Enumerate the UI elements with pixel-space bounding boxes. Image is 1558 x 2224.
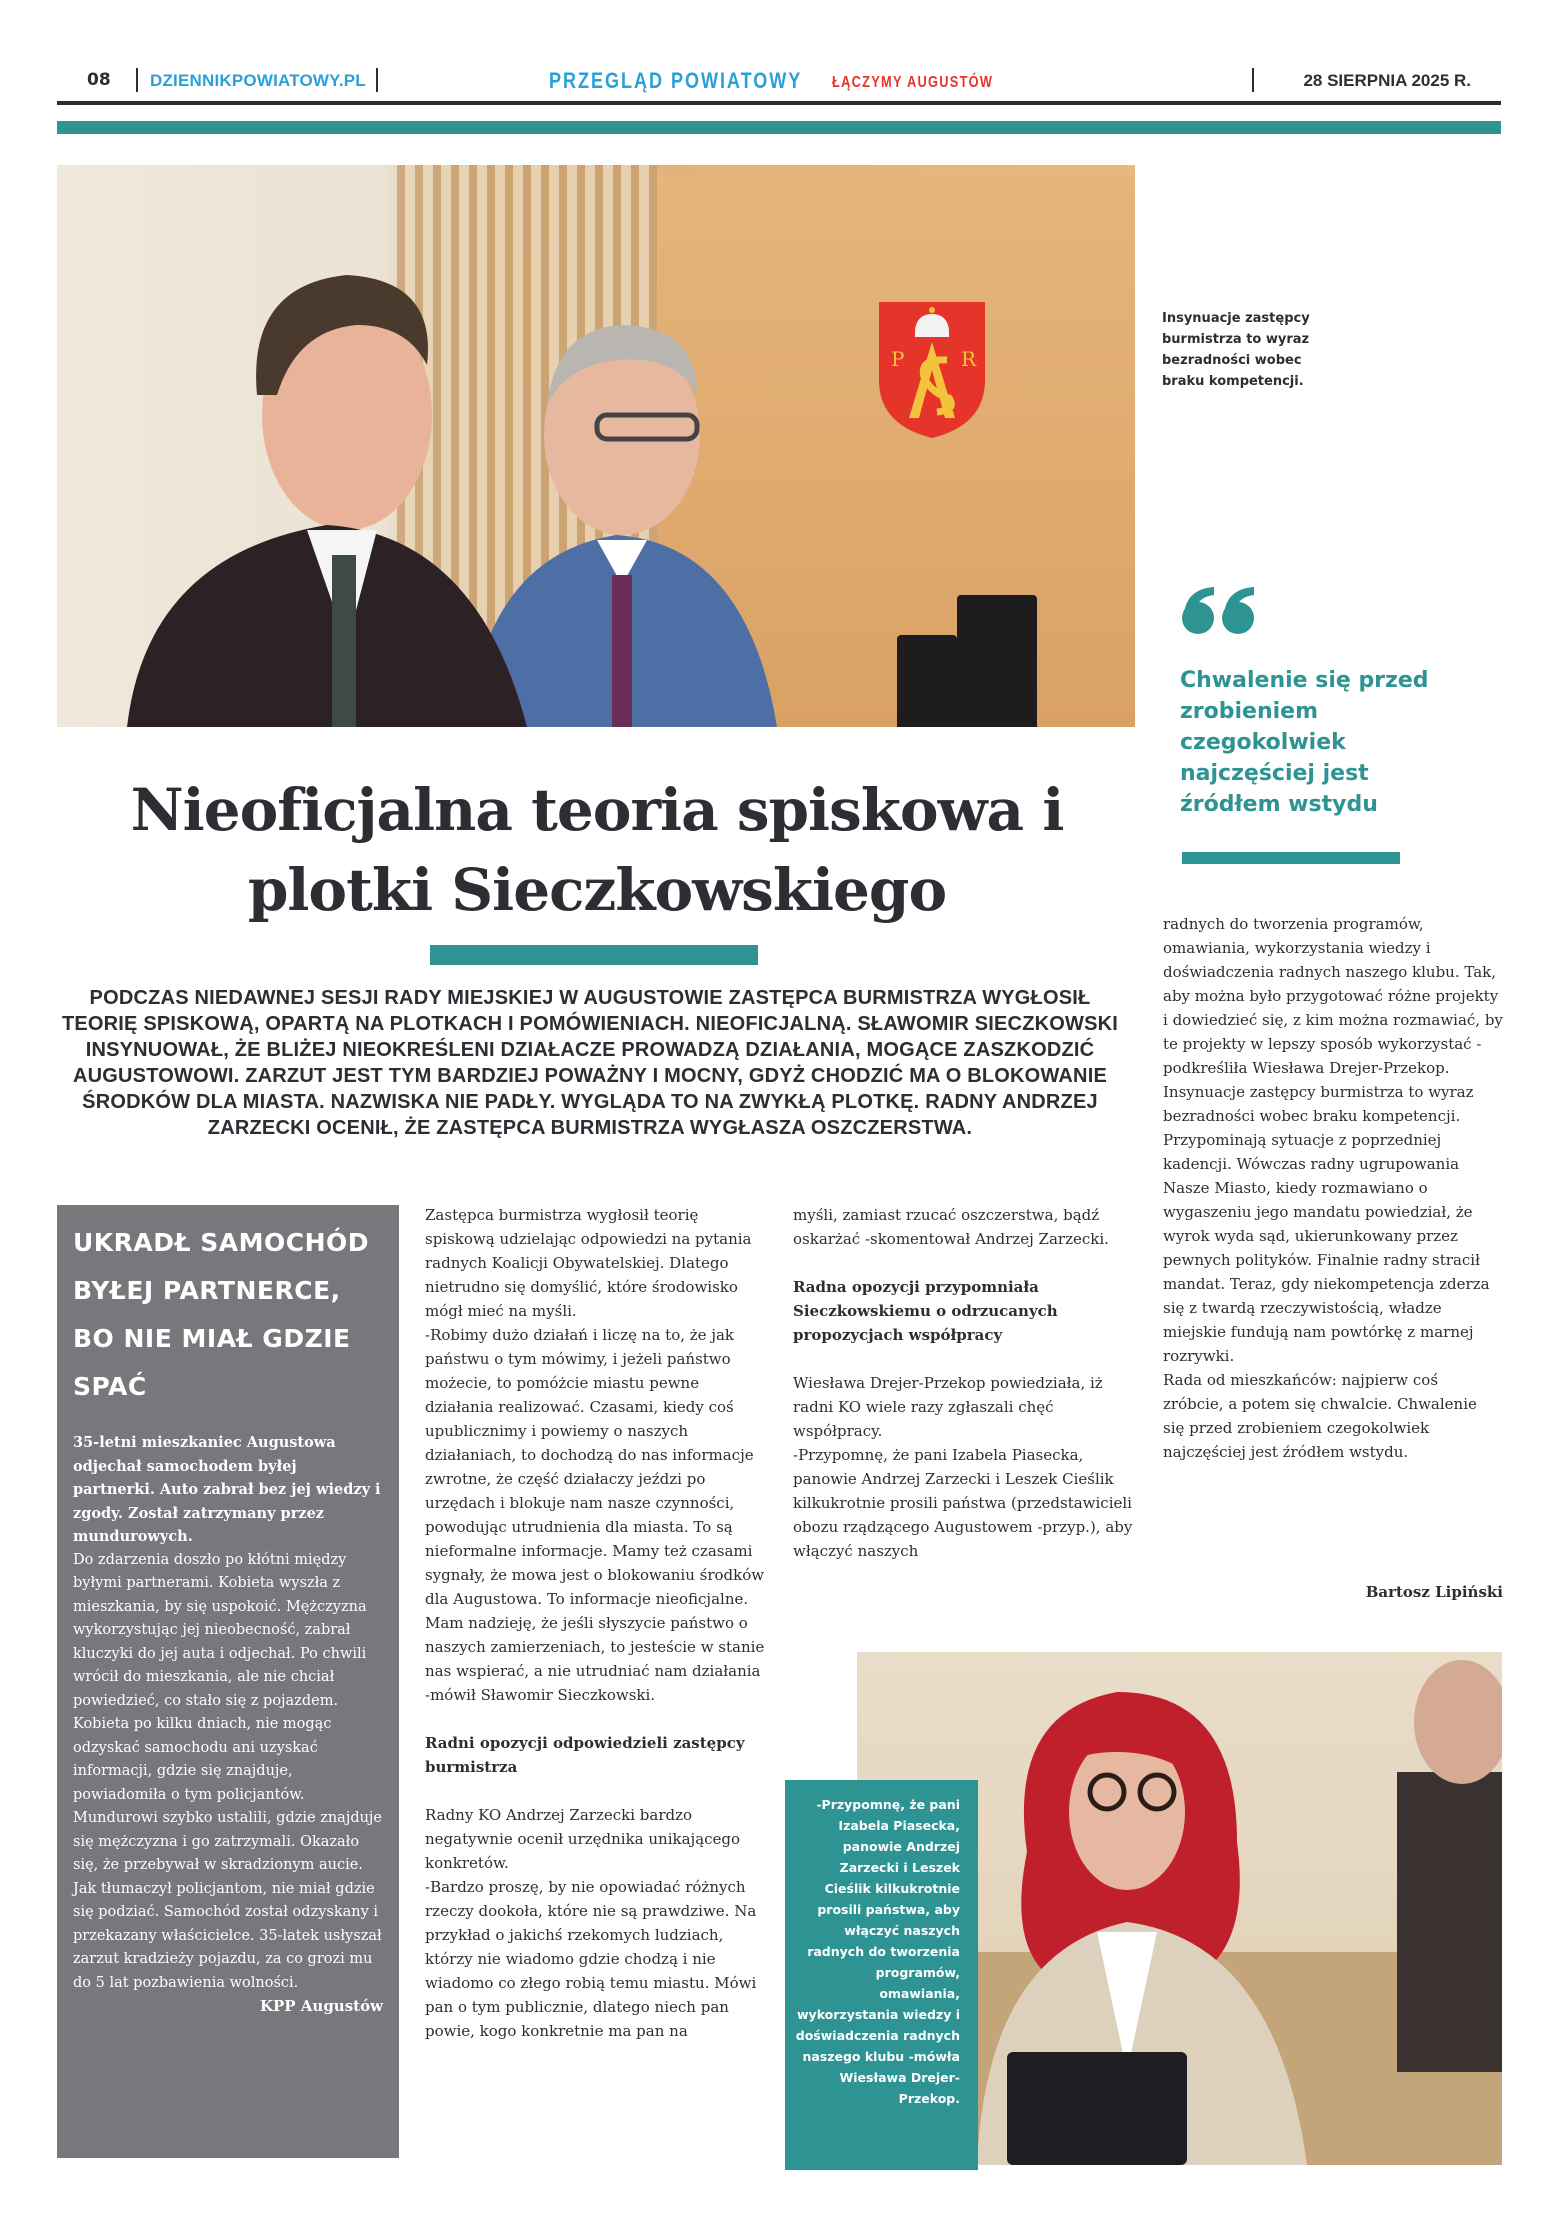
header-rule — [57, 101, 1501, 105]
separator — [376, 68, 378, 92]
photo-callout: -Przypomnę, że pani Izabela Piasecka, panowie Andrzej Zarzecki i Leszek Cieślik kilkukrotnie prosili państwa, aby włączyć naszych radnych do tworzenia programów, omawiania, wykorzystania wiedzy i doświadczenia radnych naszego klubu -mówła Wiesława Drejer-Przekop. — [785, 1780, 978, 2170]
paragraph: myśli, zamiast rzucać oszczerstwa, bądź oskarżać -skomentował Andrzej Zarzecki. — [793, 1206, 1109, 1248]
paper-slogan: ŁĄCZYMY AUGUSTÓW — [832, 74, 994, 91]
sidebar-story-body: Do zdarzenia doszło po kłótni między byłymi partnerami. Kobieta wyszła z mieszkania, by się uspokoić. Mężczyzna wykorzystując jej nieobecność, zabrał kluczyki do jej auta i odjechał. Po chwili wrócił do mieszkania, ale nie chciał powiedzieć, co stało się z pojazdem. Kobieta po kilku dniach, nie mogąc odzyskać samochodu ani uzyskać informacji, gdzie się znajduje, powiadomiła o tym policjantów. Mundurowi szybko ustalili, gdzie znajduje się mężczyzna i go zatrzymali. Okazało się, że przebywał w skradzionym aucie. Jak tłumaczył policjantom, nie miał gdzie się podziać. Samochód został odzyskany i przekazany właścicielce. 35-latek usłyszał zarzut kradzieży pojazdu, za co grozi mu do 5 lat pozbawienia wolności. — [73, 1551, 383, 1991]
coat-of-arms-icon — [877, 300, 987, 440]
subheading: Radna opozycji przypomniała Sieczkowskiemu o odrzucanych propozycjach współpracy — [793, 1278, 1058, 1344]
separator — [1252, 68, 1254, 92]
issue-date: 28 SIERPNIA 2025 R. — [1303, 71, 1471, 90]
lead-photo — [57, 165, 1135, 727]
article-column-3 — [793, 1203, 1138, 1563]
person-icon — [127, 245, 557, 727]
masthead — [57, 66, 1501, 104]
paragraph: -Przypomnę, że pani Izabela Piasecka, panowie Andrzej Zarzecki i Leszek Cieślik kilkukrotnie prosili państwa (przedstawicieli obozu rządzącego Augustowem -przyp.), aby włączyć naszych — [793, 1446, 1133, 1560]
photo-caption: Insynuacje zastępcy burmistrza to wyraz bezradności wobec braku kompetencji. — [1162, 311, 1310, 389]
paragraph: Insynuacje zastępcy burmistrza to wyraz bezradności wobec braku kompetencji. Przypominają sytuacje z poprzedniej kadencji. Wówczas radny ugrupowania Nasze Miasto, kiedy rozmawiano o wygaszeniu jego mandatu powiedział, że wyrok wyda sąd, ukierunkowany przez pewnych polityków. Finalnie radny stracił mandat. Teraz, gdy niekompetencja zderza się z twardą rzeczywistością, władze miejskie fundują nam powtórkę z marnej rozrywki. — [1163, 1083, 1490, 1365]
sidebar-story — [57, 1205, 399, 2158]
article-lead: PODCZAS NIEDAWNEJ SESJI RADY MIEJSKIEJ W AUGUSTOWIE ZASTĘPCA BURMISTRZA WYGŁOSIŁ TEORIĘ SPISKOWĄ, OPARTĄ NA PLOTKACH I POMÓWIENIACH. NIEOFICJALNĄ. SŁAWOMIR SIECZKOWSKI INSYNUOWAŁ, ŻE BLIŻEJ NIEOKREŚLENI DZIAŁACZE PROWADZĄ DZIAŁANIA, MOGĄCE ZASZKODZIĆ AUGUSTOWOWI. ZARZUT JEST TYM BARDZIEJ POWAŻNY I MOCNY, GDYŻ CHODZIĆ MA O BLOKOWANIE ŚRODKÓW DLA MIASTA. NAZWISKA NIE PADŁY. WYGLĄDA TO NA ZWYKŁĄ PLOTKĘ. RADNY ANDRZEJ ZARZECKI OCENIŁ, ŻE ZASTĘPCA BURMISTRZA WYGŁASZA OSZCZERSTWA. — [61, 987, 1119, 1139]
quote-rule — [1182, 852, 1400, 864]
header-accent-bar — [57, 121, 1501, 134]
headline-line-1: Nieoficjalna teoria spiskowa i — [130, 776, 1064, 844]
site-link[interactable]: DZIENNIKPOWIATOWY.PL — [150, 71, 366, 90]
quote-open-icon — [1180, 585, 1260, 635]
separator — [136, 68, 138, 92]
paragraph: -Robimy dużo działań i liczę na to, że jak państwu o tym mówimy, i jeżeli państwo możecie, to pomóżcie miastu pewne działania realizować. Czasami, kiedy coś upublicznimy i powiemy o naszych działaniach, to dochodzą do nas informacje zwrotne, że część działaczy jeździ po urzędach i blokuje nam nasze czynności, powodując utrudnienia dla miasta. To są nieformalne informacje. Mamy też czasami sygnały, że mowa jest o blokowaniu środków dla Augustowa. To informacje nieoficjalne. Mam nadzieję, że jeśli słyszycie państwo o naszych zamierzeniach, to jesteście w stanie nas wspierać, a nie utrudniać nam działania -mówił Sławomir Sieczkowski. — [425, 1326, 765, 1704]
sidebar-story-title: UKRADŁ SAMOCHÓD BYŁEJ PARTNERCE, BO NIE MIAŁ GDZIE SPAĆ — [73, 1228, 370, 1401]
subheading: Radni opozycji odpowiedzieli zastępcy burmistrza — [425, 1734, 745, 1776]
headline-line-2: plotki Sieczkowskiego — [247, 856, 947, 924]
paragraph: -Bardzo proszę, by nie opowiadać różnych rzeczy dookoła, które nie są prawdziwe. Na przykład o jakichś rzekomych ludziach, którzy nie wiadomo gdzie chodzą i nie wiadomo co złego robią temu miastu. Mówi pan o tym publicznie, dlatego niech pan powie, kogo konkretnie ma pan na — [425, 1878, 757, 2040]
author-byline: Bartosz Lipiński — [1365, 1583, 1503, 1601]
sidebar-story-lead: 35-letni mieszkaniec Augustowa odjechał samochodem byłej partnerki. Auto zabrał bez jej wiedzy i zgody. Został zatrzymany przez mundurowych. — [73, 1434, 381, 1545]
pull-quote: Chwalenie się przed zrobieniem czegokolwiek najczęściej jest źródłem wstydu — [1180, 668, 1429, 817]
paragraph: radnych do tworzenia programów, omawiania, wykorzystania wiedzy i doświadczenia radnych naszego klubu. Tak, aby można było przygotować różne projekty i dowiedzieć się, z kim można rozmawiać, by te projekty w lepszy sposób wykorzystać -podkreśliła Wiesława Drejer-Przekop. — [1163, 915, 1503, 1077]
crest-letter-p: P — [891, 347, 905, 371]
paragraph: Rada od mieszkańców: najpierw coś zróbcie, a potem się chwalcie. Chwalenie się przed zrobieniem czegokolwiek najczęściej jest źródłem wstydu. — [1163, 1371, 1477, 1461]
paragraph: Wiesława Drejer-Przekop powiedziała, iż radni KO wiele razy zgłaszali chęć współpracy. — [793, 1374, 1103, 1440]
article-headline — [57, 770, 1137, 930]
sidebar-story-source: KPP Augustów — [259, 1997, 383, 2015]
article-column-2 — [425, 1203, 765, 2043]
crest-letter-r: R — [961, 347, 977, 371]
article-column-4 — [1163, 912, 1503, 1464]
paragraph: Radny KO Andrzej Zarzecki bardzo negatywnie ocenił urzędnika unikającego konkretów. — [425, 1806, 741, 1872]
headline-rule — [430, 945, 758, 965]
laptop-icon — [957, 595, 1037, 727]
paragraph: Zastępca burmistrza wygłosił teorię spiskową udzielając odpowiedzi na pytania radnych Koalicji Obywatelskiej. Dlatego nietrudno się domyślić, które środowisko mógł mieć na myśli. — [425, 1206, 752, 1320]
laptop-icon — [897, 635, 957, 727]
page-number: 08 — [87, 70, 111, 90]
paper-name: PRZEGLĄD POWIATOWY — [549, 68, 803, 93]
